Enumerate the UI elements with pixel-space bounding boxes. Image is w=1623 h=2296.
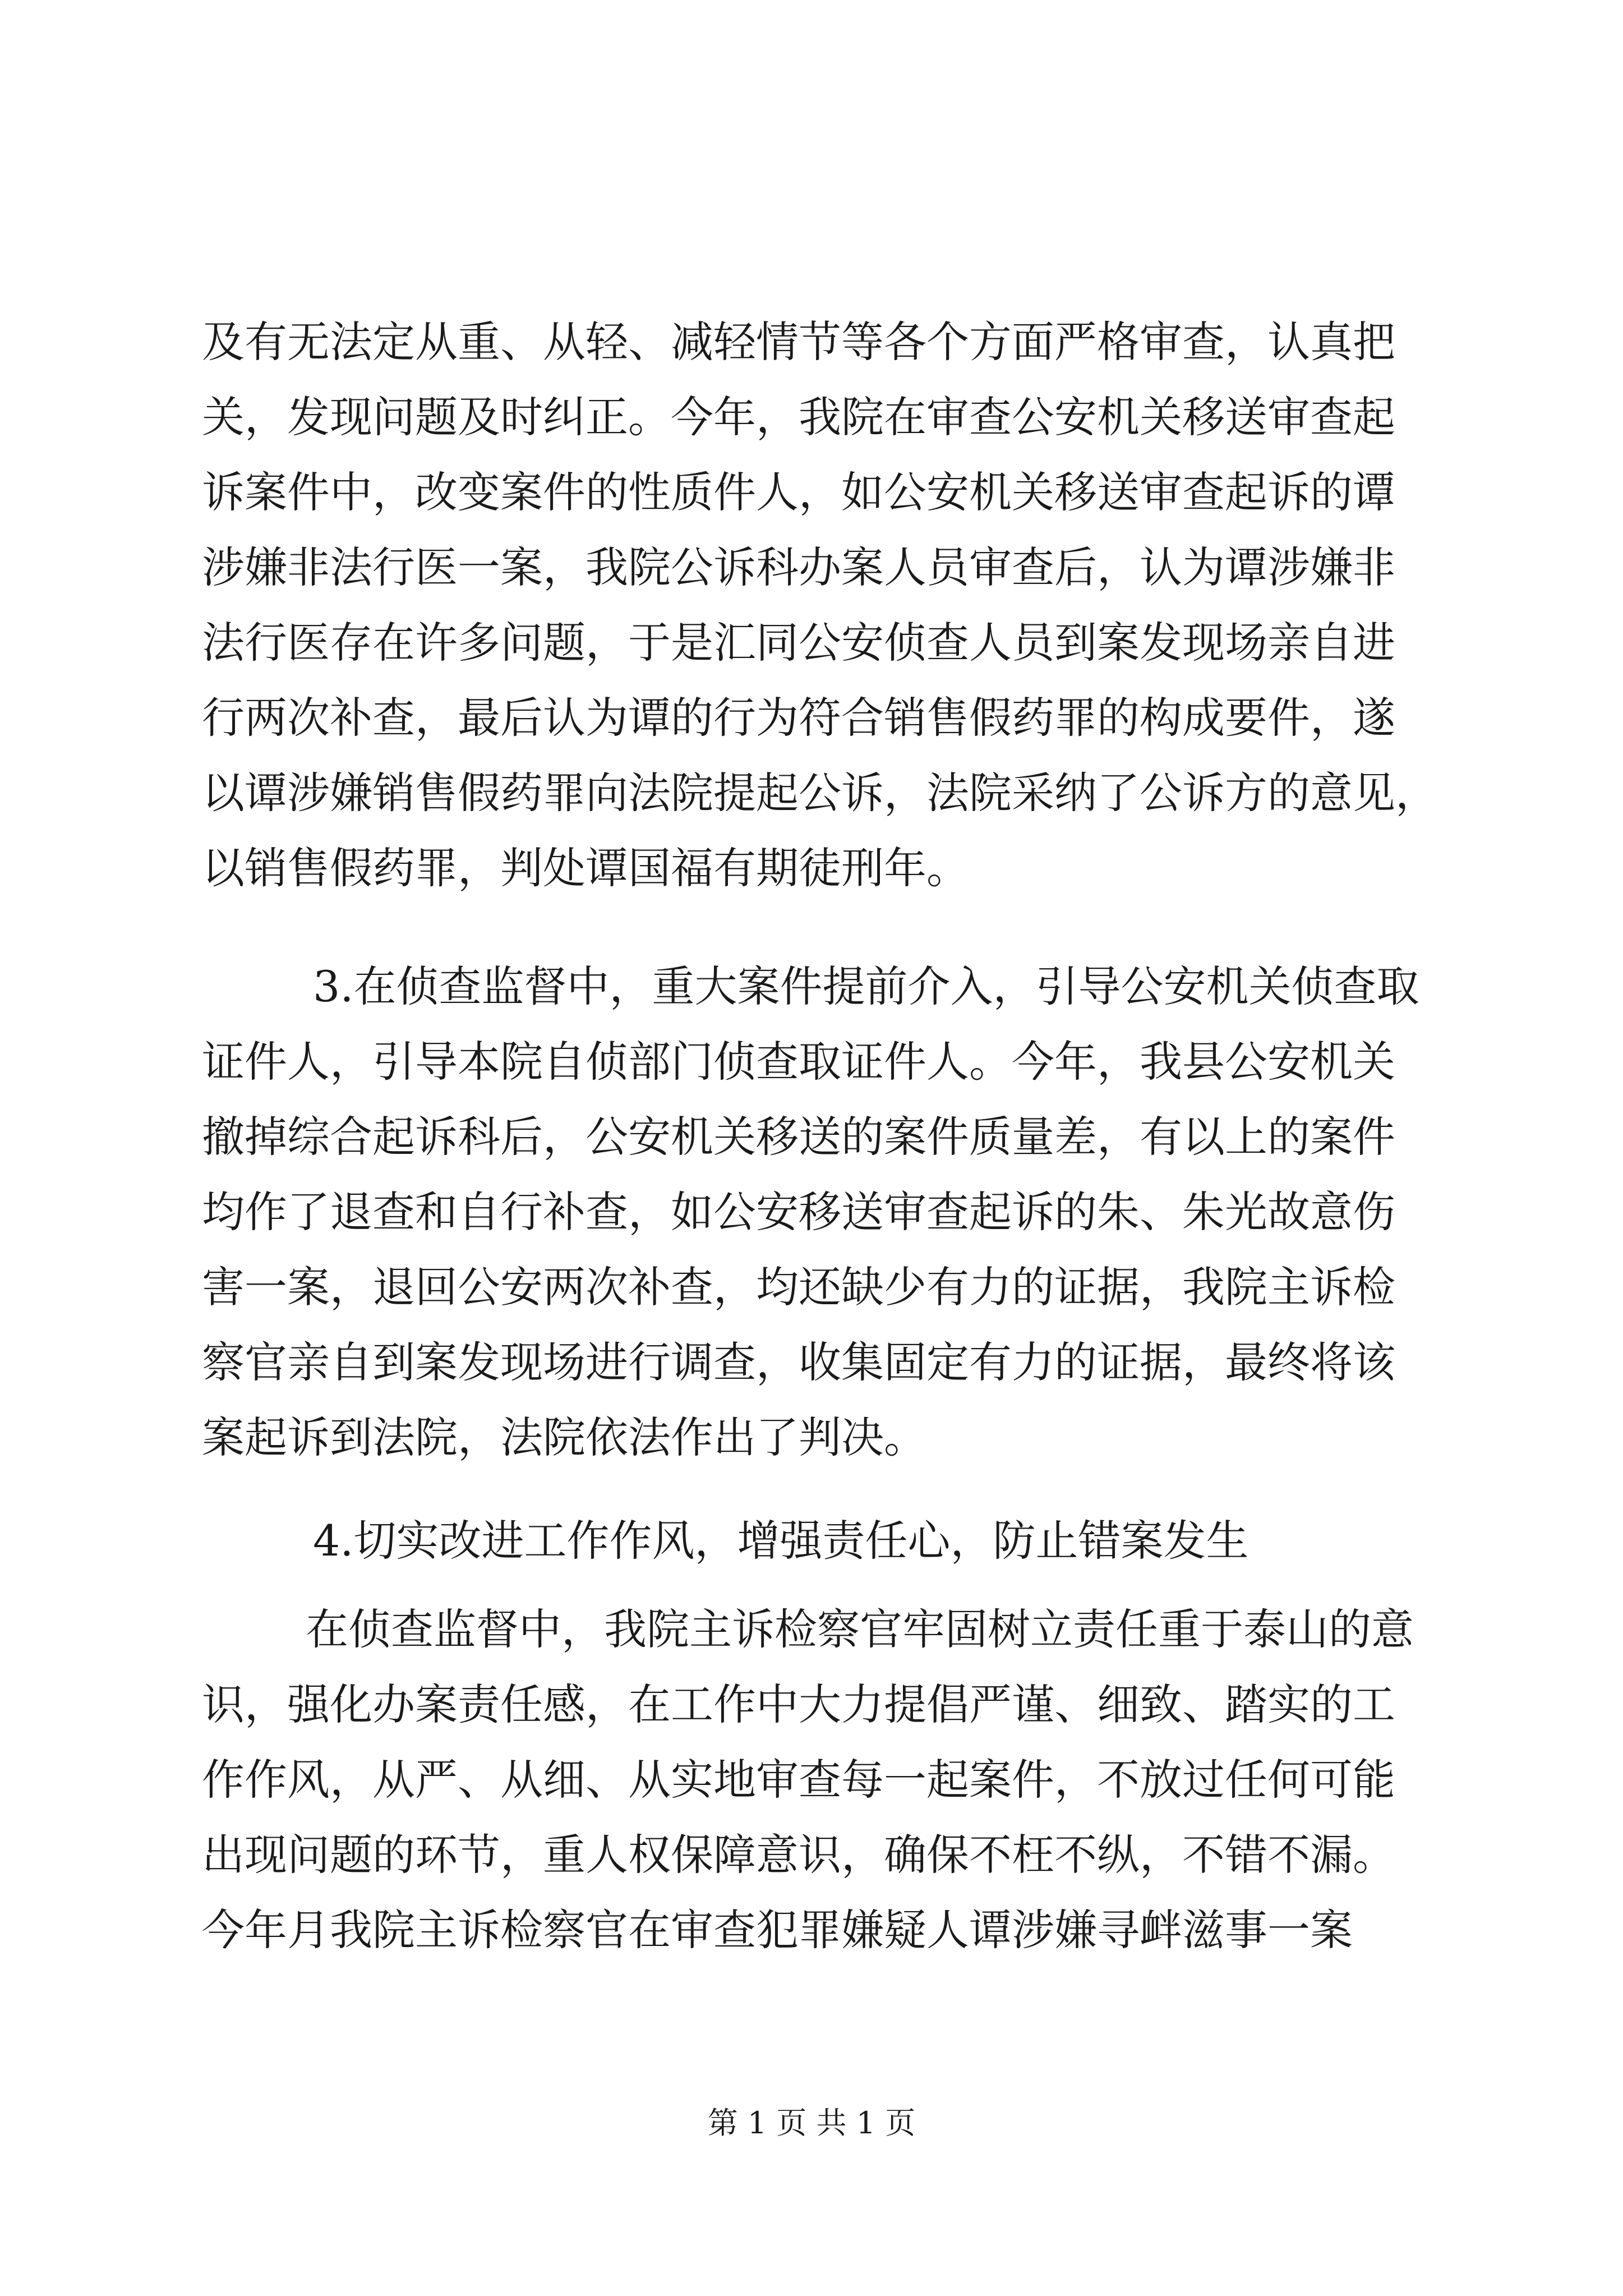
- text-line: 关，发现问题及时纠正。今年，我院在审查公安机关移送审查起: [202, 392, 1395, 442]
- text-line: 害一案，退回公安两次补查，均还缺少有力的证据，我院主诉检: [202, 1262, 1395, 1312]
- text-line: 以销售假药罪，判处谭国福有期徒刑年。: [202, 843, 969, 893]
- text-line: 证件人，引导本院自侦部门侦查取证件人。今年，我县公安机关: [202, 1037, 1395, 1087]
- text-line: 撤掉综合起诉科后，公安机关移送的案件质量差，有以上的案件: [202, 1112, 1395, 1162]
- text-line: 以谭涉嫌销售假药罪向法院提起公诉，法院采纳了公诉方的意见，: [202, 768, 1438, 818]
- text-line: 涉嫌非法行医一案，我院公诉科办案人员审查后，认为谭涉嫌非: [202, 542, 1395, 592]
- text-line: 今年月我院主诉检察官在审查犯罪嫌疑人谭涉嫌寻衅滋事一案: [202, 1905, 1353, 1955]
- text-line: 法行医存在许多问题，于是汇同公安侦查人员到案发现场亲自进: [202, 618, 1395, 668]
- text-line: 察官亲自到案发现场进行调查，收集固定有力的证据，最终将该: [202, 1337, 1395, 1387]
- text-line: 诉案件中，改变案件的性质件人，如公安机关移送审查起诉的谭: [202, 467, 1395, 517]
- text-line: 在侦查监督中，我院主诉检察官牢固树立责任重于泰山的意: [306, 1604, 1414, 1654]
- text-line: 作作风，从严、从细、从实地审查每一起案件，不放过任何可能: [202, 1755, 1395, 1805]
- text-line: 出现问题的环节，重人权保障意识，确保不枉不纵，不错不漏。: [202, 1830, 1395, 1880]
- text-line: 均作了退查和自行补查，如公安移送审查起诉的朱、朱光故意伤: [202, 1187, 1395, 1237]
- section-heading: 4.切实改进工作作风，增强责任心，防止错案发生: [313, 1516, 1249, 1566]
- text-line: 案起诉到法院，法院依法作出了判决。: [202, 1412, 926, 1462]
- text-line: 3.在侦查监督中，重大案件提前介入，引导公安机关侦查取: [313, 961, 1419, 1011]
- text-line: 识，强化办案责任感，在工作中大力提倡严谨、细致、踏实的工: [202, 1680, 1395, 1729]
- page-number-footer: 第 1 页 共 1 页: [707, 2105, 916, 2141]
- text-line: 行两次补查，最后认为谭的行为符合销售假药罪的构成要件，遂: [202, 693, 1395, 743]
- text-line: 及有无法定从重、从轻、减轻情节等各个方面严格审查，认真把: [202, 317, 1395, 367]
